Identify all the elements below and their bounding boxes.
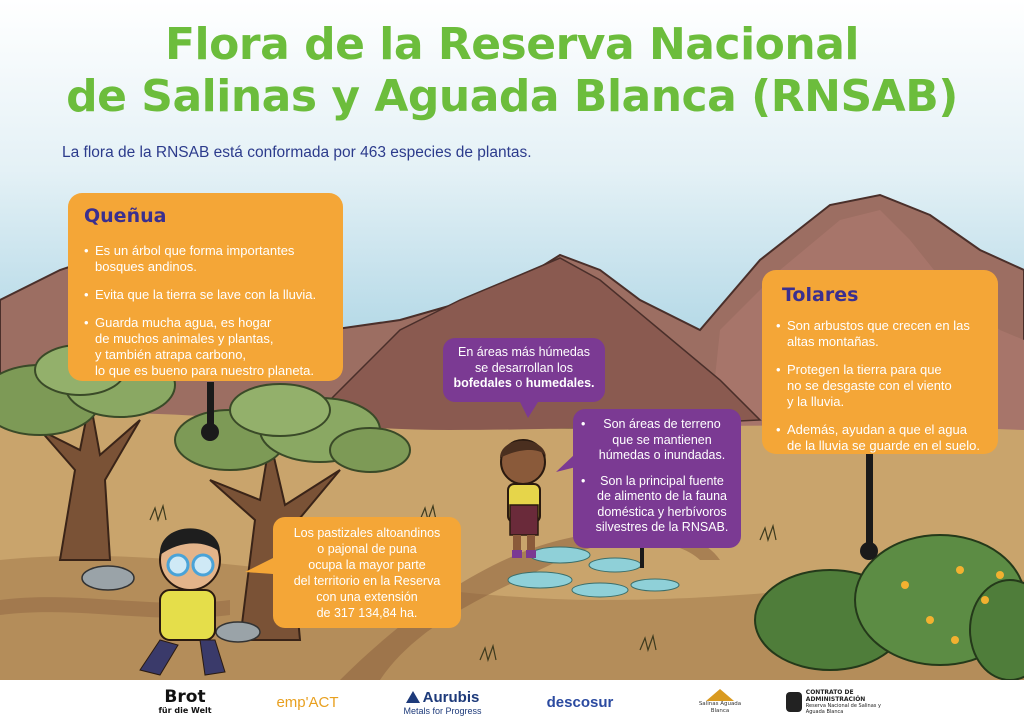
tolares-heading: Tolares [782, 284, 859, 306]
bofedales-term: bofedales [453, 376, 512, 390]
empact-logo: emp'ACT [276, 693, 339, 711]
tolares-item: • Además, ayudan a que el agua de la lluvia se guarde en el suelo. [776, 422, 984, 454]
intro-text: La flora de la RNSAB está conformada por 463 especies de plantas. [62, 144, 532, 161]
quenua-item: • Evita que la tierra se lave con la lluvia. [84, 287, 327, 303]
aurubis-logo: Aurubis Metals for Progress [403, 688, 482, 716]
tolares-item: • Protegen la tierra para que no se desgaste con el viento y la lluvia. [776, 362, 984, 410]
brot-logo: Brot für die Welt [158, 687, 212, 715]
quenua-box [68, 193, 343, 381]
bofedales-text: En áreas más húmedas se desarrollan los [457, 345, 590, 375]
salinas-mountain-icon [706, 689, 734, 701]
humedales-term: humedales. [525, 376, 595, 390]
rock [216, 622, 260, 642]
humedales-item: • Son áreas de terreno que se mantienen húmedas o inundadas. [581, 417, 726, 462]
descosur-logo: descosur [546, 693, 614, 711]
title-line-2: de Salinas y Aguada Blanca (RNSAB) [66, 71, 958, 122]
contrato-logo: CONTRATO DE ADMINISTRACIÓN Reserva Nacional de Salinas y Aguada Blanca [786, 680, 896, 724]
bofedales-connector: o [515, 376, 523, 390]
salinas-logo: Salinas Aguada Blanca [690, 680, 750, 724]
title-line-1: Flora de la Reserva Nacional [165, 19, 859, 70]
aurubis-triangle-icon [406, 691, 420, 703]
humedales-item: • Son la principal fuente de alimento de la fauna doméstica y herbívoros silvestres de la RNSAB. [581, 473, 729, 534]
bofedales-box [443, 338, 605, 402]
quenua-heading: Queñua [84, 205, 167, 227]
pastizales-box: Los pastizales altoandinos o pajonal de puna ocupa la mayor parte del territorio en la Reserva con una extensión de 317 134,84 ha. [273, 517, 461, 628]
footer-logos [0, 680, 1024, 724]
tolares-box [762, 270, 998, 454]
tolares-item: • Son arbustos que crecen en las altas montañas. [776, 318, 984, 350]
quenua-item: • Es un árbol que forma importantes bosques andinos. [84, 243, 327, 275]
humedales-info-box [573, 409, 741, 548]
quenua-item: • Guarda mucha agua, es hogar de muchos animales y plantas, y también atrapa carbono, lo que es bueno para nuestro planeta. [84, 315, 327, 379]
rock [82, 566, 134, 590]
humedales-pointer [640, 548, 644, 568]
contrato-icon [786, 692, 802, 712]
